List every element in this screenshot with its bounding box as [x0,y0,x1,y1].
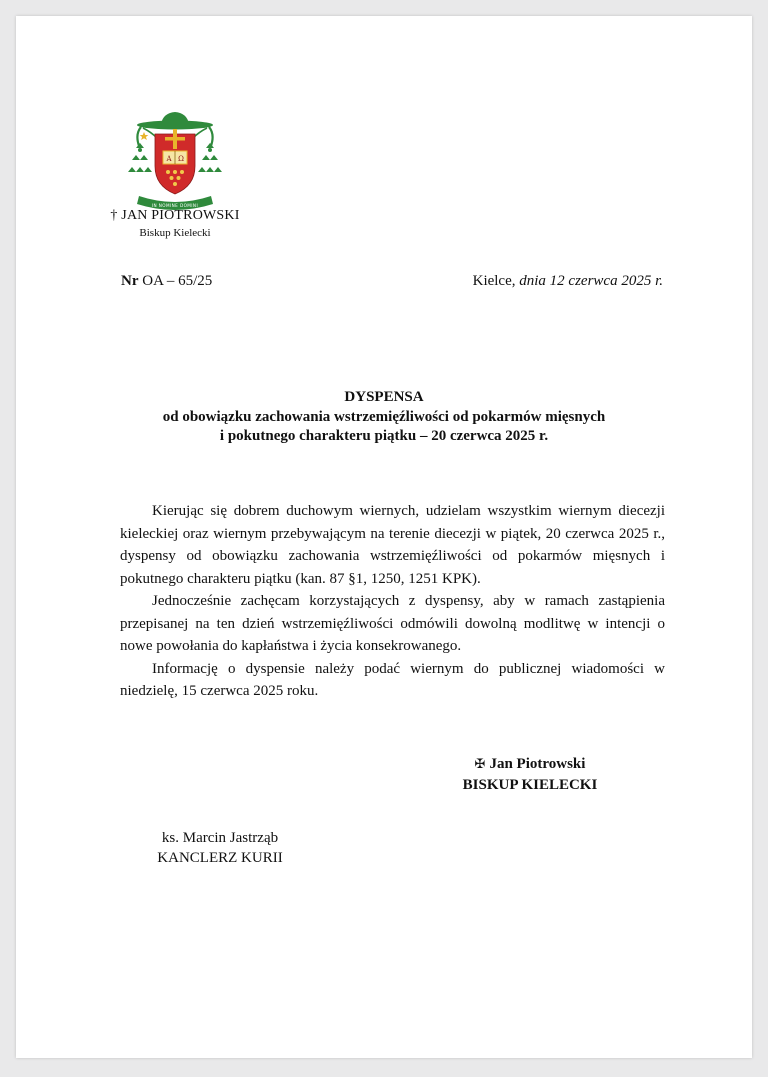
bishop-signature-title: BISKUP KIELECKI [462,777,598,793]
svg-text:Ω: Ω [178,155,184,163]
chancellor-name: ks. Marcin Jastrząb [161,830,279,846]
date-text: dnia 12 czerwca 2025 r. [519,273,663,289]
chancellor-title: KANCLERZ KURII [157,850,283,866]
document-body [120,500,665,703]
heading-subtitle-line1: od obowiązku zachowania wstrzemięźliwości od pokarmów mięsnych [162,408,606,425]
bishop-signature-name: Jan Piotrowski [489,756,586,772]
heading-subtitle-line2: i pokutnego charakteru piątku – 20 czerwca 2025 r. [219,428,549,444]
svg-text:A: A [166,155,172,163]
reference-label: Nr [121,273,139,289]
document-heading [76,388,692,447]
letterhead-bishop-title: Biskup Kielecki [139,227,211,239]
chancellor-signature [120,828,320,868]
coat-of-arms-icon [121,104,229,220]
document-page [16,16,752,1058]
reference-value: OA – 65/25 [142,273,213,289]
svg-text:IN NOMINE DOMINI: IN NOMINE DOMINI [151,203,199,208]
bishop-signature [430,754,630,795]
reference-number [121,273,212,290]
letterhead-bishop-name: † JAN PIOTROWSKI [110,208,240,223]
cross-icon: ✠ [474,757,486,772]
date-place: Kielce, [472,273,516,289]
body-paragraph-2: Jednocześnie zachęcam korzystających z dyspensy, aby w ramach zastąpienia przepisanej na ten dzień wstrzemięźliwości odmówili dowolną modlitwę w intencji o nowe powołania do kapłaństwa i życia konsekrowanego. [120,593,665,654]
heading-title: DYSPENSA [344,389,424,405]
document-date [473,273,663,290]
body-paragraph-3: Informację o dyspensie należy podać wiernym do publicznej wiadomości w niedzielę, 15 czerwca 2025 roku. [120,660,665,699]
body-paragraph-1: Kierując się dobrem duchowym wiernych, udzielam wszystkim wiernym diecezji kieleckiej oraz wiernym przebywającym na terenie diecezji w piątek, 20 czerwca 2025 r., dyspensy od obowiązku zachowania wstrzemięźliwości od pokarmów mięsnych i pokutnego charakteru piątku (kan. 87 §1, 1250, 1251 KPK). [120,503,665,587]
